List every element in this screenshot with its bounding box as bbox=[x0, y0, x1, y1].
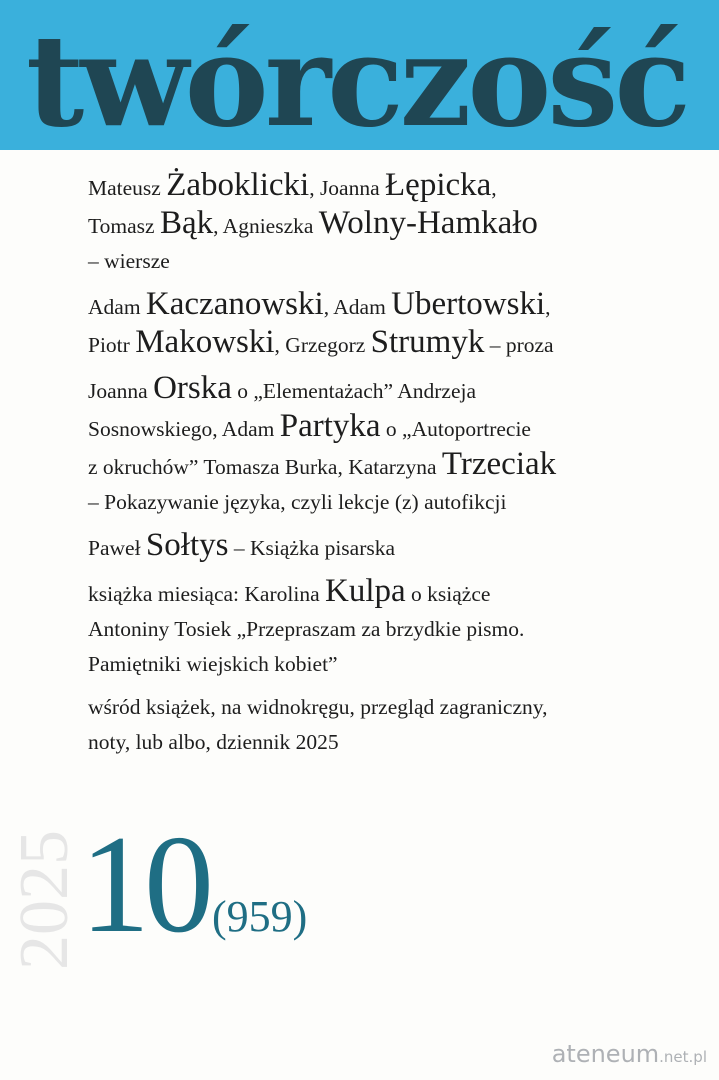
magazine-title: twórczość bbox=[26, 7, 688, 155]
contents-text: – proza bbox=[484, 333, 554, 357]
contents-text: Sosnowskiego, Adam bbox=[88, 417, 280, 441]
contents-line bbox=[88, 612, 703, 647]
contents-text: o książce bbox=[405, 582, 491, 606]
watermark bbox=[552, 1040, 707, 1068]
contents-line bbox=[88, 168, 703, 206]
watermark-domain: .net.pl bbox=[659, 1048, 707, 1066]
author-surname: Makowski bbox=[135, 324, 275, 360]
contents-line bbox=[88, 325, 703, 363]
contents-line bbox=[88, 447, 703, 485]
author-surname: Kaczanowski bbox=[145, 286, 324, 322]
contents-line bbox=[88, 409, 703, 447]
contents-text: o „Elementażach” Andrzeja bbox=[231, 379, 477, 403]
contents-line bbox=[88, 690, 703, 725]
issue-number bbox=[80, 807, 308, 962]
table-of-contents bbox=[88, 168, 703, 760]
author-surname: Orska bbox=[153, 370, 232, 406]
contents-text: , Joanna bbox=[309, 176, 386, 200]
contents-text: Piotr bbox=[88, 333, 136, 357]
author-surname: Bąk bbox=[159, 205, 214, 241]
author-surname: Żaboklicki bbox=[166, 167, 310, 203]
contents-text: Tomasz bbox=[88, 214, 160, 238]
contents-text: noty, lub albo, dziennik 2025 bbox=[88, 730, 339, 754]
watermark-name: ateneum bbox=[551, 1040, 660, 1068]
contents-text: książka miesiąca: Karolina bbox=[88, 582, 325, 606]
year-vertical: 2025 bbox=[6, 830, 83, 970]
issue-month-number: 10 bbox=[80, 807, 208, 962]
contents-line bbox=[88, 647, 703, 682]
contents-line bbox=[88, 485, 703, 520]
author-surname: Trzeciak bbox=[441, 446, 557, 482]
contents-line bbox=[88, 528, 703, 566]
contents-text: , Adam bbox=[323, 295, 392, 319]
author-surname: Łępicka bbox=[385, 167, 492, 203]
author-surname: Ubertowski bbox=[391, 286, 546, 322]
author-surname: Partyka bbox=[279, 408, 381, 444]
contents-text: Antoniny Tosiek „Przepraszam za brzydkie pismo. bbox=[88, 617, 525, 641]
issue-total-number: (959) bbox=[212, 892, 308, 941]
author-surname: Sołtys bbox=[145, 527, 229, 563]
contents-text: o „Autoportrecie bbox=[380, 417, 531, 441]
contents-text: Mateusz bbox=[88, 176, 167, 200]
contents-text: , Agnieszka bbox=[213, 214, 319, 238]
contents-text: Adam bbox=[88, 295, 146, 319]
contents-line bbox=[88, 287, 703, 325]
contents-text: Joanna bbox=[88, 379, 154, 403]
contents-line bbox=[88, 371, 703, 409]
contents-text: z okruchów” Tomasza Burka, Katarzyna bbox=[88, 455, 442, 479]
contents-text: , bbox=[545, 295, 551, 319]
contents-line bbox=[88, 725, 703, 760]
contents-text: – Pokazywanie języka, czyli lekcje (z) autofikcji bbox=[88, 490, 507, 514]
contents-line bbox=[88, 244, 703, 279]
author-surname: Strumyk bbox=[370, 324, 485, 360]
contents-line bbox=[88, 206, 703, 244]
contents-text: , Grzegorz bbox=[274, 333, 371, 357]
contents-text: – wiersze bbox=[88, 249, 170, 273]
contents-text: Pamiętniki wiejskich kobiet” bbox=[88, 652, 338, 676]
contents-text: – Książka pisarska bbox=[228, 536, 396, 560]
author-surname: Kulpa bbox=[325, 573, 406, 609]
contents-text: wśród książek, na widnokręgu, przegląd zagraniczny, bbox=[88, 695, 548, 719]
author-surname: Wolny-Hamkało bbox=[318, 205, 538, 241]
contents-line bbox=[88, 574, 703, 612]
contents-text: Paweł bbox=[88, 536, 146, 560]
contents-text: , bbox=[491, 176, 497, 200]
